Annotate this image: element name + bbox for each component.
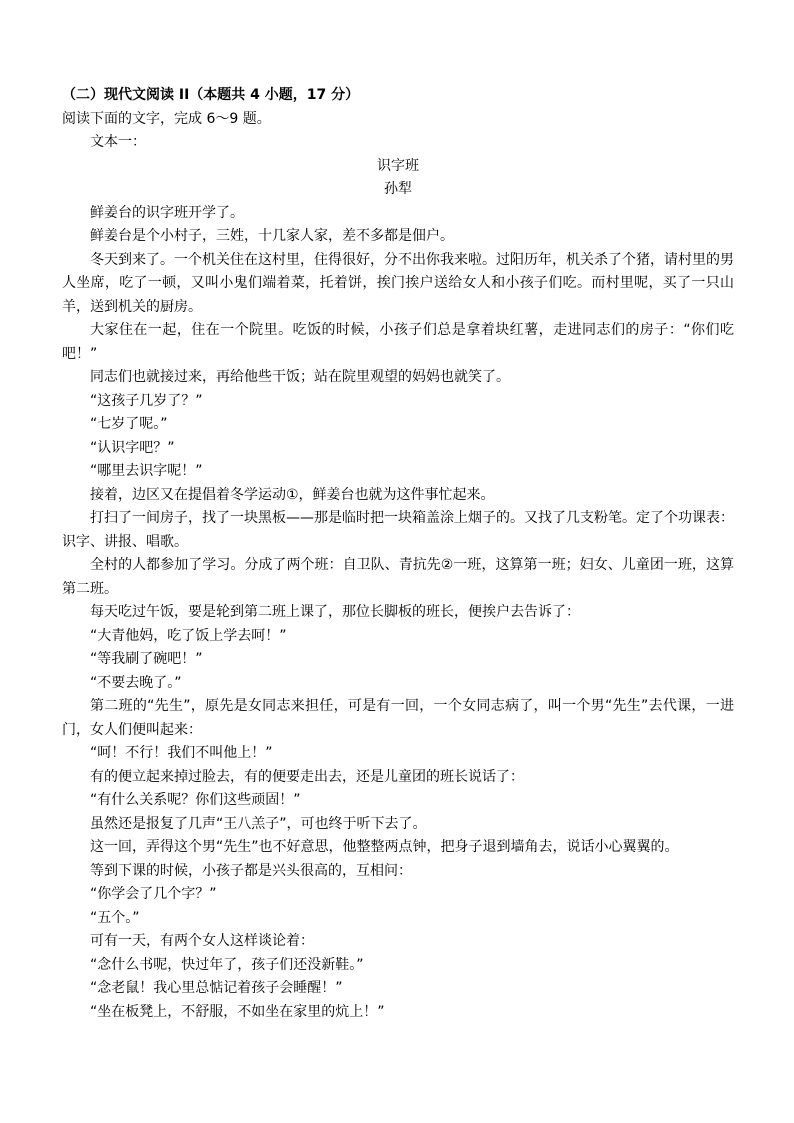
paragraph: “大青他妈，吃了饭上学去呵！” (90, 627, 287, 644)
paragraph: 有的便立起来掉过脸去，有的便要走出去，还是儿童团的班长说话了： (90, 768, 524, 785)
paragraph: “不要去晚了。” (90, 674, 182, 691)
paragraph: “七岁了呢。” (90, 416, 168, 432)
paragraph: “你学会了几个字？” (90, 886, 217, 902)
paragraph: 可有一天，有两个女人这样谈论着： (90, 933, 314, 949)
instruction: 阅读下面的文字，完成 6～9 题。 (62, 110, 271, 127)
paragraph: 等到下课的时候，小孩子都是兴头很高的，互相问： (90, 862, 412, 879)
text-label: 文本一： (90, 134, 146, 150)
section-heading: （二）现代文阅读 II（本题共 4 小题，17 分） (62, 87, 360, 103)
paragraph: “呵！不行！我们不叫他上！” (90, 745, 273, 761)
paragraph: “念什么书呢，快过年了，孩子们还没新鞋。” (90, 956, 364, 973)
paragraph: 鲜姜台是个小村子，三姓，十几家人家，差不多都是佃户。 (90, 228, 454, 244)
article-body (62, 202, 734, 1025)
paragraph: “认识字吧？” (90, 439, 175, 456)
paragraph: 鲜姜台的识字班开学了。 (90, 204, 244, 221)
document-page (62, 84, 734, 1024)
paragraph: 虽然还是报复了几声“王八羔子”，可也终于听下去了。 (90, 815, 427, 832)
paragraph: “五个。” (90, 909, 140, 926)
paragraph: 打扫了一间房子，找了一块黑板——那是临时把一块箱盖涂上烟子的。又找了几支粉笔。定了个功课表：识字、讲报、唱歌。 (62, 510, 734, 550)
paragraph: 每天吃过午饭，要是轮到第二班上课了，那位长脚板的班长，便挨户去告诉了： (90, 604, 580, 620)
paragraph: 第二班的“先生”，原先是女同志来担任，可是有一回，一个女同志病了，叫一个男“先生”去代课，一进门，女人们便叫起来： (62, 698, 734, 738)
paragraph: “等我刷了碗吧！” (90, 651, 203, 667)
paragraph: 同志们也就接过来，再给他些干饭；站在院里观望的妈妈也就笑了。 (90, 369, 510, 385)
paragraph: 这一回，弄得这个男“先生”也不好意思，他整整两点钟，把身子退到墙角去，说话小心翼翼的。 (90, 839, 679, 855)
paragraph: “这孩子几岁了？” (90, 392, 203, 409)
paragraph: 接着，边区又在提倡着冬学运动①，鲜姜台也就为这件事忙起来。 (90, 486, 495, 503)
paragraph: “哪里去识字呢！” (90, 463, 203, 479)
paragraph: 全村的人都参加了学习。分成了两个班：自卫队、青抗先②一班，这算第一班；妇女、儿童团一班，这算第二班。 (62, 557, 734, 597)
paragraph: 冬天到来了。一个机关住在这村里，住得很好，分不出你我来啦。过阳历年，机关杀了个猪，请村里的男人坐席，吃了一顿，又叫小鬼们端着菜，托着饼，挨门挨户送给女人和小孩子们吃。而村里呢，买了一只山羊，送到机关的厨房。 (62, 251, 734, 315)
paragraph: “坐在板凳上，不舒服，不如坐在家里的炕上！” (90, 1003, 385, 1020)
article-author: 孙犁 (384, 181, 412, 197)
article-title: 识字班 (377, 157, 419, 174)
paragraph: 大家住在一起，住在一个院里。吃饭的时候，小孩子们总是拿着块红薯，走进同志们的房子：“你们吃吧！” (62, 322, 734, 362)
paragraph: “念老鼠！我心里总惦记着孩子会睡醒！” (90, 980, 343, 996)
paragraph: “有什么关系呢？你们这些顽固！” (90, 792, 301, 808)
